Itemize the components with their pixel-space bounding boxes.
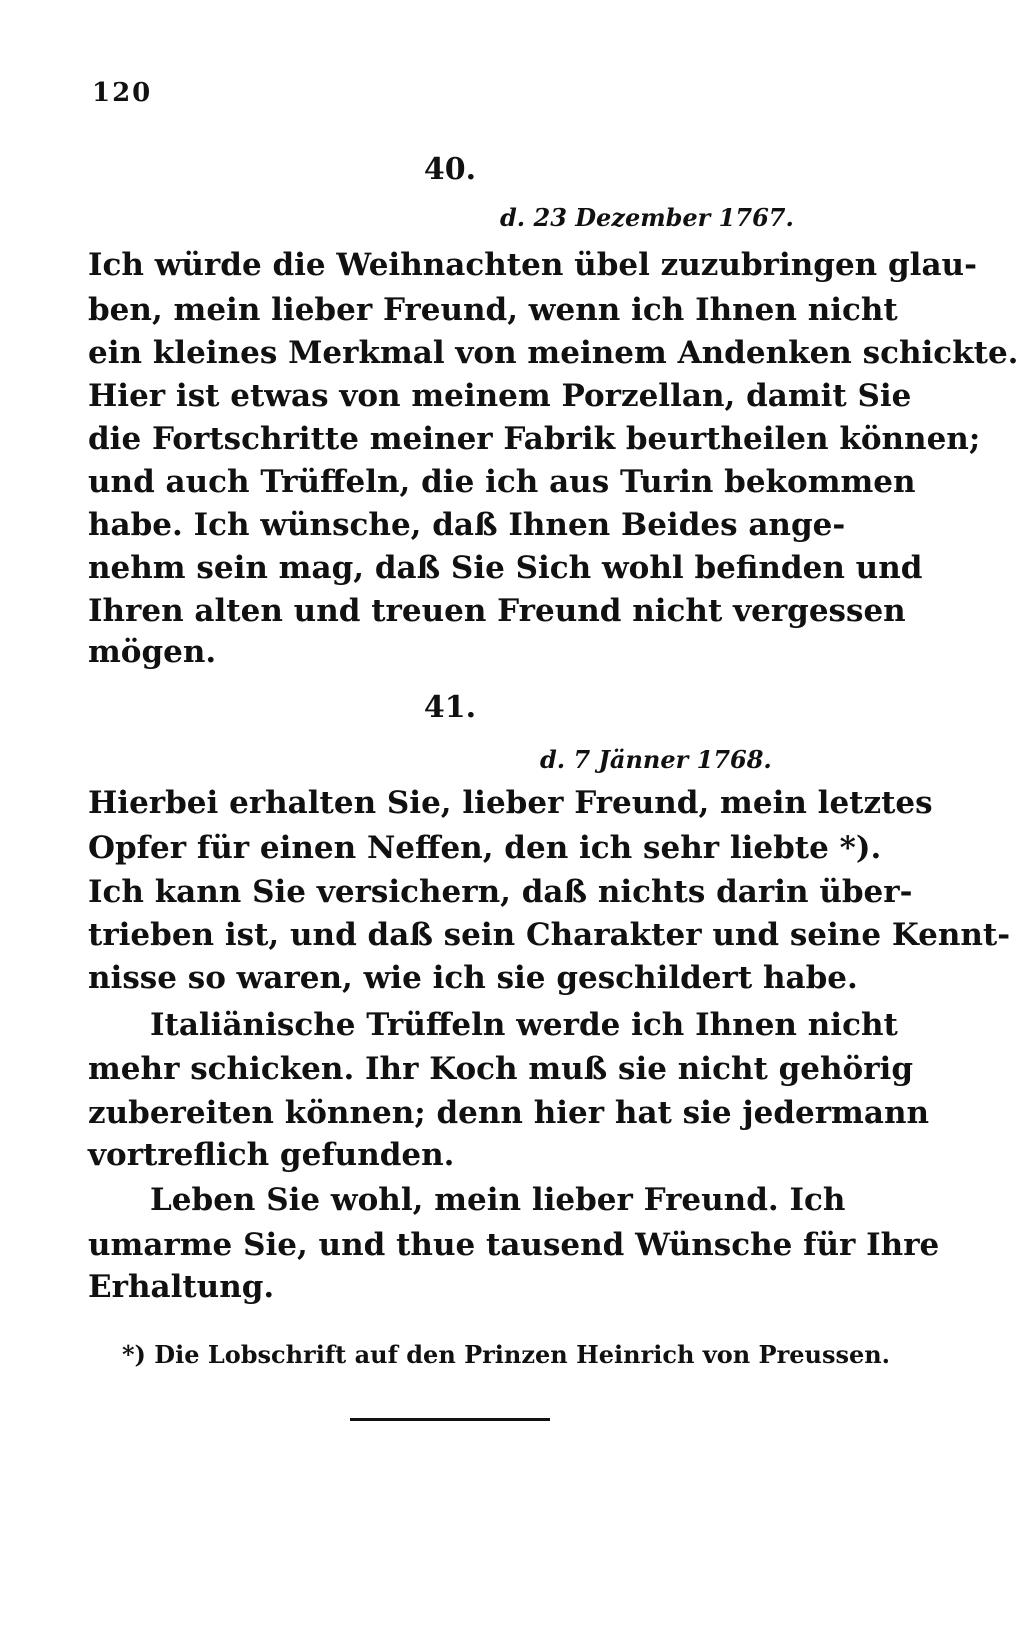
letter-40-line: Hier ist etwas von meinem Porzellan, damit Sie	[88, 378, 912, 414]
letter-40-line: mögen.	[88, 634, 217, 670]
letter-40-number: 40.	[423, 152, 477, 187]
letter-40-line: Ich würde die Weihnachten übel zuzubringen glau-	[88, 247, 977, 283]
letter-41-line: mehr schicken. Ihr Koch muß sie nicht gehörig	[88, 1051, 914, 1087]
letter-41-line: Hierbei erhalten Sie, lieber Freund, mein letztes	[88, 785, 933, 821]
page-number: 120	[92, 78, 153, 108]
letter-40-line: ein kleines Merkmal von meinem Andenken schickte.	[88, 335, 1018, 371]
letter-41-line: Ich kann Sie versichern, daß nichts darin über-	[88, 874, 913, 910]
letter-41-line: Italiänische Trüffeln werde ich Ihnen nicht	[150, 1007, 898, 1043]
letter-40-line: und auch Trüffeln, die ich aus Turin bekommen	[88, 464, 916, 500]
letter-40-date: d. 23 Dezember 1767.	[500, 203, 794, 232]
letter-41-line: vortreflich gefunden.	[88, 1137, 455, 1173]
footnote: *) Die Lobschrift auf den Prinzen Heinrich von Preussen.	[122, 1340, 891, 1369]
letter-41-line: nisse so waren, wie ich sie geschildert habe.	[88, 960, 858, 996]
letter-41-line: Opfer für einen Neffen, den ich sehr liebte *).	[88, 830, 882, 866]
letter-41-date: d. 7 Jänner 1768.	[540, 745, 772, 774]
letter-40-line: ben, mein lieber Freund, wenn ich Ihnen nicht	[88, 292, 898, 328]
letter-40-line: die Fortschritte meiner Fabrik beurtheilen können;	[88, 421, 981, 457]
letter-40-line: habe. Ich wünsche, daß Ihnen Beides ange-	[88, 507, 846, 543]
letter-41-line: Erhaltung.	[88, 1269, 275, 1305]
section-divider	[350, 1418, 550, 1421]
letter-41-line: Leben Sie wohl, mein lieber Freund. Ich	[150, 1182, 846, 1218]
letter-41-number: 41.	[423, 690, 477, 725]
letter-41-line: umarme Sie, und thue tausend Wünsche für Ihre	[88, 1227, 940, 1263]
letter-41-line: zubereiten können; denn hier hat sie jedermann	[88, 1095, 930, 1131]
letter-41-line: trieben ist, und daß sein Charakter und seine Kennt-	[88, 917, 1011, 953]
letter-40-line: Ihren alten und treuen Freund nicht vergessen	[88, 593, 906, 629]
letter-40-line: nehm sein mag, daß Sie Sich wohl befinden und	[88, 550, 923, 586]
